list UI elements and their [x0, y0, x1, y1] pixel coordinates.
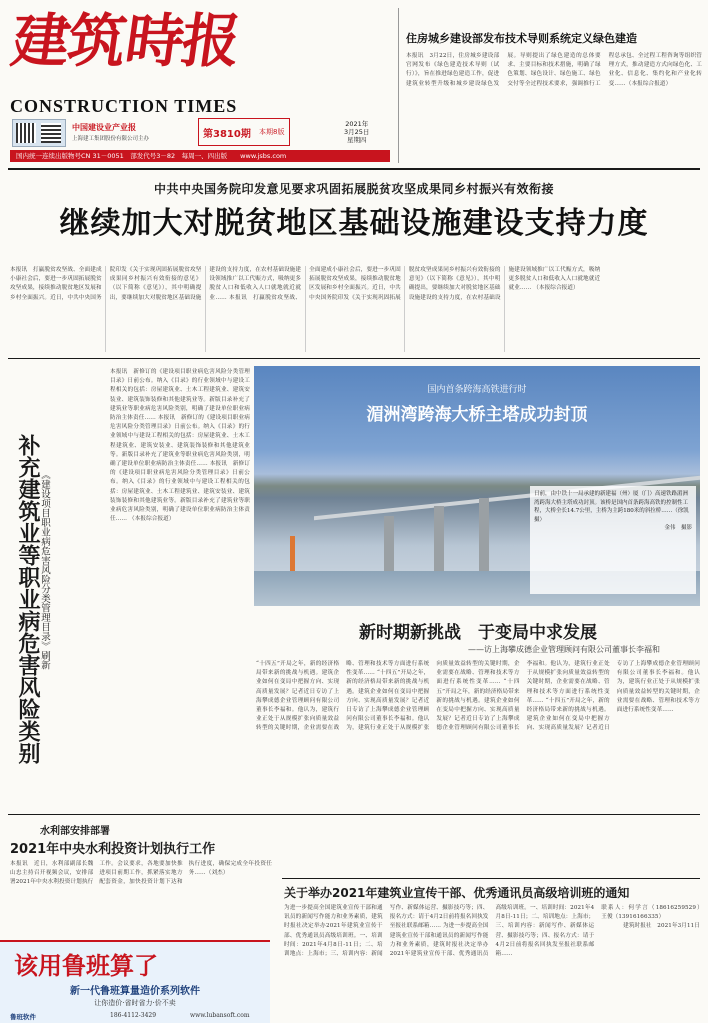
- water-body: 本报讯 近日，水利部副部长魏山忠主持召开视频会议，安排部署2021年中央水利投资计划执行工作。会议要求，各地要加快推进项目前期工作，抓紧落实地方配套资金，加快投资计划下达和执行进度，确保完成全年投资任务……（刘杰）: [10, 861, 272, 886]
- publisher-sub: 上海建工集团股份有限公司主办: [72, 136, 150, 142]
- issue-date: 2021年 3月25日 星期四: [344, 120, 370, 144]
- photo-caption: 日前，由中铁十一局承建的新建福（州）厦（门）高速铁路湄洲湾跨海大桥主塔成功封顶。该桥是国内首条跨海高铁的控制性工程，大桥全长14.7公里，主桥为主跨180米的斜拉桥……（徐凯 摄） 金伟 摄影: [530, 486, 696, 594]
- top-story-body: 本报讯 3月22日，住房城乡建设部官网发布《绿色建造技术导则（试行）》，旨在推进绿色建造工作，促进建筑业转型升级和城乡建设绿色发展。导则提出了绿色建造的总体要求、主要目标和技术措施，明确了绿色策划、绿色设计、绿色施工、绿色交付等全过程技术要求，强调推行工程总承包、全过程工程咨询等组织管理方式，推动建造方式向绿色化、工业化、信息化、集约化和产业化转变……（本报综合报道）: [406, 53, 702, 87]
- bridge-photo: [254, 366, 700, 606]
- page-count: 本期8版: [259, 128, 285, 136]
- masthead-char: 报: [177, 7, 245, 75]
- masthead-english: CONSTRUCTION TIMES: [10, 96, 238, 116]
- masthead-logo: [7, 6, 245, 100]
- occupation-title: 补充建筑业等职业病危害风险类别: [15, 434, 40, 764]
- ad-brand: 鲁班软件: [10, 1013, 36, 1021]
- occupation-body: 本报讯 新修订的《建设项目职业病危害风险分类管理目录》日前公布。纳入《目录》的行业领域中与建设工程相关的包括：房屋建筑业、土木工程建筑业、建筑安装业、建筑装饰装修和其他建筑业等。新版目录补充了建筑业等职业病危害风险类别，明确了建设单位职业病防治主体责任…… 本报讯 新修订的《建设项目职业病危害风险分类管理目录》日前公布。纳入《目录》的行业领域中与建设工程相关的包括：房屋建筑业、土木工程建筑业、建筑安装业、建筑装饰装修和其他建筑业等。新版目录补充了建筑业等职业病危害风险类别，明确了建设单位职业病防治主体责任…… 本报讯 新修订的《建设项目职业病危害风险分类管理目录》日前公布。纳入《目录》的行业领域中与建设工程相关的包括：房屋建筑业、土木工程建筑业、建筑安装业、建筑装饰装修和其他建筑业等。新版目录补充了建筑业等职业病危害风险类别，明确了建设单位职业病防治主体责任…… （本报综合报道）: [110, 369, 251, 523]
- ad-line: 新一代鲁班算量造价系列软件: [70, 986, 200, 997]
- interview-body: “十四五”开局之年，新的经济格局带来新的挑战与机遇。建筑企业如何在变局中把握方向、实现高质量发展？记者近日专访了上海攀成德企业管理顾问有限公司董事长李福和。他认为，建筑行业正处于从规模扩张向质量效益转型的关键时期，企业需要在战略、管理和技术等方面进行系统性变革…… “十四五”开局之年，新的经济格局带来新的挑战与机遇。建筑企业如何在变局中把握方向、实现高质量发展？记者近日专访了上海攀成德企业管理顾问有限公司董事长李福和。他认为，建筑行业正处于从规模扩张向质量效益转型的关键时期，企业需要在战略、管理和技术等方面进行系统性变革…… “十四五”开局之年，新的经济格局带来新的挑战与机遇。建筑企业如何在变局中把握方向、实现高质量发展？记者近日专访了上海攀成德企业管理顾问有限公司董事长李福和。他认为，建筑行业正处于从规模扩张向质量效益转型的关键时期，企业需要在战略、管理和技术等方面进行系统性变革…… “十四五”开局之年，新的经济格局带来新的挑战与机遇。建筑企业如何在变局中把握方向、实现高质量发展？记者近日专访了上海攀成德企业管理顾问有限公司董事长李福和。他认为，建筑行业正处于从规模扩张向质量效益转型的关键时期，企业需要在战略、管理和技术等方面进行系统性变革……: [256, 661, 700, 732]
- issue-number: 第3810期: [203, 129, 251, 140]
- masthead-char: 筑: [63, 7, 131, 75]
- photo-title: 湄洲湾跨海大桥主塔成功封顶: [366, 405, 588, 425]
- masthead-char: 時: [121, 7, 189, 75]
- ad-sub: 让你造价·省时省力·价不卖: [94, 999, 176, 1007]
- water-title: 2021年中央水利投资计划执行工作: [10, 842, 216, 857]
- notice-title: 关于举办2021年建筑业宣传干部、优秀通讯员高级培训班的通知: [284, 886, 630, 900]
- interview-subtitle: ——访上海攀成德企业管理顾问有限公司董事长李福和: [468, 645, 660, 654]
- issue-box: [198, 118, 290, 146]
- interview-title: 新时期新挑战 于变局中求发展: [359, 623, 597, 643]
- ad-site: www.lubansoft.com: [190, 1012, 250, 1019]
- notice-body: 为进一步提高全国建筑业宣传干部和通讯员的新闻写作能力和业务素质，建筑时报社决定举办2021年建筑业宣传干部、优秀通讯员高级培训班。一、培训时间：2021年4月8日-11日；二、培训地点：上海市；三、培训内容：新闻写作、新媒体运营、摄影技巧等；四、报名方式：请于4月2日前将报名回执发至报社联系邮箱…… 为进一步提高全国建筑业宣传干部和通讯员的新闻写作能力和业务素质，建筑时报社决定举办2021年建筑业宣传干部、优秀通讯员高级培训班。一、培训时间：2021年4月8日-11日；二、培训地点：上海市；三、培训内容：新闻写作、新媒体运营、摄影技巧等；四、报名方式：请于4月2日前将报名回执发至报社联系邮箱…… 联系人：何学言（18616259529） 王俊（13916166335） 建筑时报社 2021年3月11日: [284, 905, 706, 958]
- lead-kicker: 中共中央国务院印发意见要求巩固拓展脱贫攻坚成果同乡村振兴有效衔接: [153, 182, 554, 196]
- publisher-name: 中国建设业产业报: [72, 122, 136, 132]
- top-story-title: 住房城乡建设部发布技术导则系统定义绿色建造: [406, 32, 637, 45]
- masthead-char: 建: [7, 7, 75, 75]
- occupation-subtitle: 《建设项目职业病危害风险分类管理目录》刷新: [39, 470, 50, 670]
- qr-code-image: [12, 119, 66, 147]
- photo-label: 国内首条跨海高铁进行时: [427, 385, 527, 395]
- lead-body: 本报讯 打赢脱贫攻坚战、全面建成小康社会后，要进一步巩固拓展脱贫攻坚成果，接续推动脱贫地区发展和乡村全面振兴。近日，中共中央国务院印发《关于实现巩固拓展脱贫攻坚成果同乡村振兴有效衔接的意见》（以下简称《意见》），其中明确提出，要继续加大对脱贫地区基础设施建设的支持力度，在农村基础设施建设领域推广以工代赈方式，吸纳更多脱贫人口和低收入人口就地就近就业…… 本报讯 打赢脱贫攻坚战、全面建成小康社会后，要进一步巩固拓展脱贫攻坚成果，接续推动脱贫地区发展和乡村全面振兴。近日，中共中央国务院印发《关于实现巩固拓展脱贫攻坚成果同乡村振兴有效衔接的意见》（以下简称《意见》），其中明确提出，要继续加大对脱贫地区基础设施建设的支持力度，在农村基础设施建设领域推广以工代赈方式，吸纳更多脱贫人口和低收入人口就地就近就业…… （本报综合报道）: [10, 267, 601, 301]
- masthead-info-bar: 国内统一连续出版物号CN 31－0051 部发代号3－82 每周一、四出版 www.jsbs.com: [10, 150, 390, 162]
- lead-headline: 继续加大对脱贫地区基础设施建设支持力度: [59, 206, 649, 241]
- water-kicker: 水利部安排部署: [40, 826, 110, 837]
- ad-banner[interactable]: [0, 940, 270, 1023]
- ad-slogan: 该用鲁班算了: [14, 952, 158, 980]
- ad-phone: 186-4112-3429: [110, 1012, 157, 1019]
